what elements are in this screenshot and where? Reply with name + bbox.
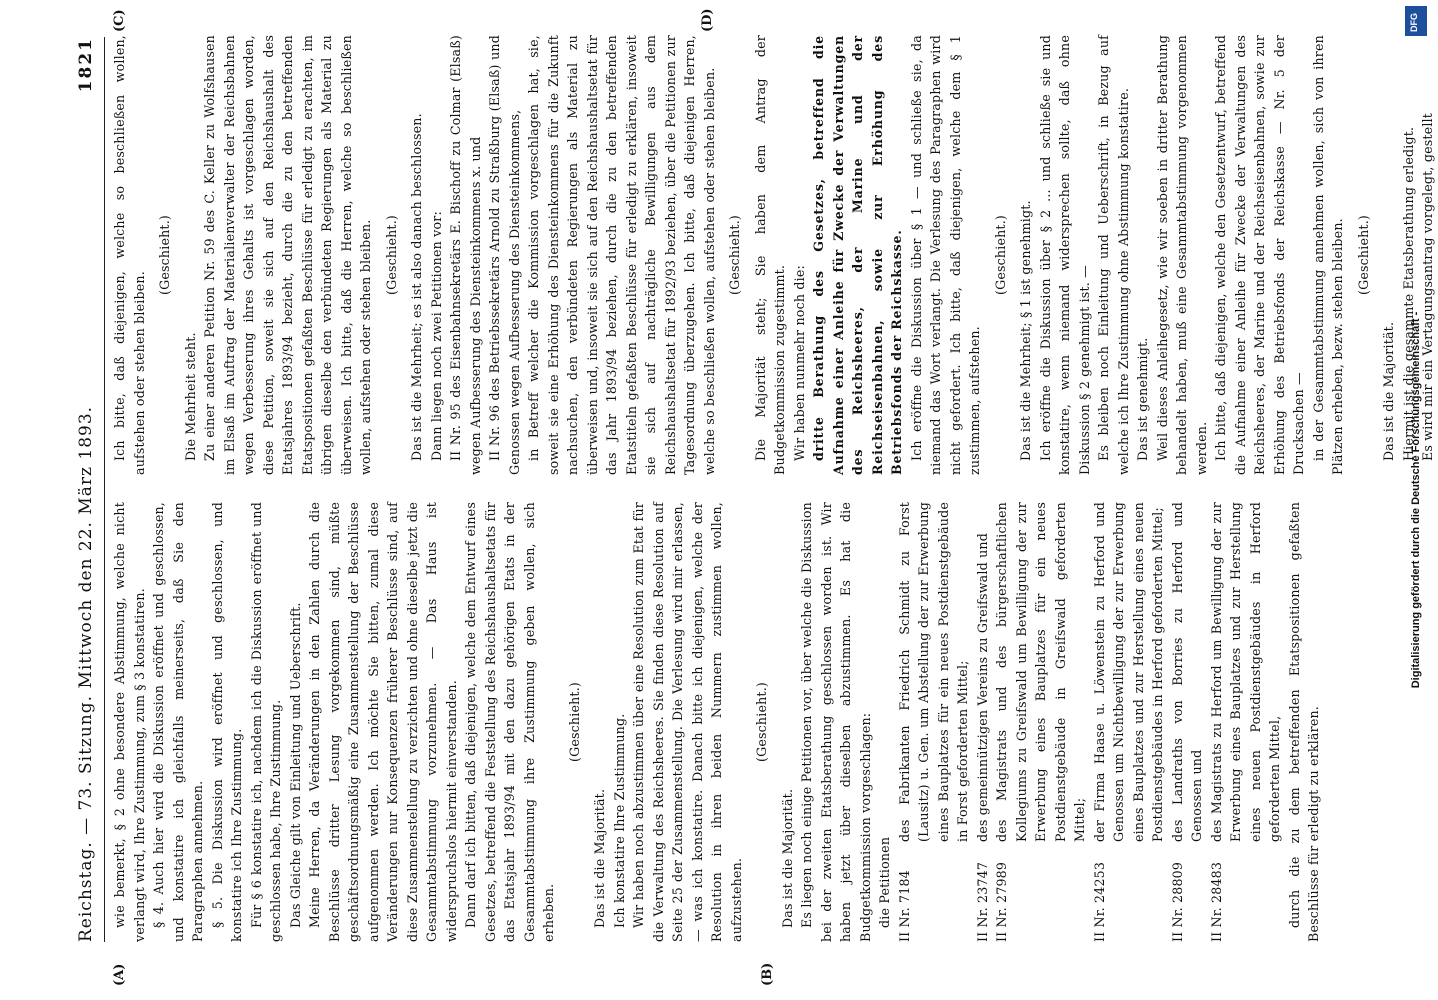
paragraph: Wir haben nunmehr noch die:	[791, 265, 807, 461]
paragraph: § 5. Die Diskussion wird eröffnet und geschlossen, und konstatire ich Ihre Zustimmung.	[209, 502, 244, 942]
paragraph: Wir haben noch abzustimmen über eine Resolution zum Etat für die Verwaltung des Reichsheeres. Sie finden diese Resolution auf Seite 25 der Zusammenstellung. Die Verlesung wird mir erlassen, — was ich konstatire. Danach bitte ich diejenigen, welche der Resolution in ihren beiden Nummern zustimmen wollen, aufzustehen.	[631, 502, 744, 942]
paragraph: Ich bitte, daß diejenigen, welche den Gesetzentwurf, betreffend die Aufnahme einer Anleihe für Zwecke der Verwaltungen des Reichsheeres, der Marine und der Reichseisenbahnen, sowie zur Erhöhung des Betriebsfonds der Reichskasse — Nr. 5 der Drucksachen —	[1213, 35, 1306, 475]
paragraph: (Geschieht.)	[754, 681, 769, 763]
paragraph: Die Mehrheit steht.	[182, 332, 198, 461]
paragraph: Ich konstatire Ihre Zustimmung.	[611, 713, 627, 928]
paragraph	[1168, 502, 1207, 942]
page-header	[70, 37, 105, 942]
page-number: 1821	[76, 37, 96, 93]
sidebar-credit-text: Digitalisierung gefördert durch die Deutsche Forschungsgemeinschaft -	[1410, 311, 1422, 689]
paragraph: Dann liegen noch zwei Petitionen vor:	[428, 211, 444, 461]
petition-number: II Nr. 24253	[1091, 861, 1107, 942]
paragraph: in Betreff welcher die Kommission vorgeschlagen hat, sie, soweit sie eine Erhöhung des Diensteinkommens für die Zukunft nachsuchen, den verbündeten Regierungen als Material zu überweisen und, insoweit sie sich auf den Reichshaushaltsetat für das Jahr 1893/94 beziehen, durch die zu den betreffenden Etatstiteln gefaßten Beschlüsse für erledigt zu erklären, insoweit sie sich auf nachträgliche Bewilligungen aus dem Reichshaushaltsetat für 1892/93 beziehen, über die Petitionen zur Tagesordnung überzugehen. Ich bitte, daß diejenigen Herren, welche so beschließen wollen, aufstehen oder stehen bleiben.	[526, 35, 717, 475]
margin-mark-b: (B)	[760, 962, 775, 986]
petition-text: des Magistrats und des bürgerschaftlichen Kollegiums zu Greifswald um Bewilligung der zur Erwerbung eines Bauplatzes für ein neues Postdienstgebäude in Greifswald geforderten Mittel;	[994, 502, 1087, 842]
petition-number: II Nr. 27989	[994, 861, 1009, 942]
paragraph: Die Majorität steht; Sie haben dem Antrag der Budgetkommission zugestimmt.	[752, 35, 787, 475]
paragraph: Hiermit ist die gesammte Etatsberathung erledigt.	[1400, 126, 1416, 461]
paragraph: (Geschieht.)	[992, 214, 1008, 296]
petition-text: des gemeinnützigen Vereins zu Greifswald und	[974, 533, 990, 842]
petition-text: des Landraths von Borries zu Herford und Genossen und	[1169, 502, 1204, 842]
paragraph: Das ist genehmigt.	[1135, 337, 1150, 461]
petition-number: II Nr. 7184	[896, 870, 912, 942]
paragraph: Das ist die Majorität.	[1381, 321, 1396, 461]
petition-text: der Firma Haase u. Löwenstein zu Herford und Genossen um Nichtbewilligung der zur Erwerbung eines Bauplatzes und zur Herstellung eines neuen Postdienstgebäudes in Herford geforderten Mittel;	[1091, 502, 1165, 842]
paragraph: Für § 6 konstatire ich, nachdem ich die Diskussion eröffnet und geschlossen habe, Ihre Zustimmung.	[248, 502, 283, 942]
petition-text: des Magistrats zu Herford um Bewilligung der zur Erwerbung eines Bauplatzes und zur Herstellung eines neuen Postdienstgebäudes in Herford geforderten Mittel,	[1208, 502, 1282, 842]
paragraph: Zu einer anderen Petition Nr. 59 des C. Keller zu Wolfshausen im Elsaß im Auftrag der Materialienverwalter der Reichsbahnen wegen Verbesserung ihres Gehalts ist vorgeschlagen worden, diese Petition, soweit sie sich auf den Reichshaushalt des Etatsjahres 1893/94 bezieht, durch die zu den betreffenden Etatspositionen gefaßten Beschlüsse für erledigt zu erachten, im übrigen dieselbe den verbündeten Regierungen als Material zu überweisen. Ich bitte, daß die Herren, welche so beschließen wollen, aufstehen oder stehen bleiben.	[202, 35, 373, 475]
paragraph: II Nr. 95 des Eisenbahnsekretärs E. Bischoff zu Colmar (Elsaß) wegen Aufbesserung des Diensteinkommens x. und	[448, 35, 483, 475]
paragraph	[1090, 502, 1168, 942]
paragraph: wie bemerkt, § 2 ohne besondere Abstimmung, welche nicht verlangt wird, Ihre Zustimmung, zum § 3 konstatiren.	[112, 502, 147, 942]
paragraph: Das ist die Mehrheit; es ist also danach beschlossen.	[409, 113, 424, 461]
header-title: Reichstag. — 73. Sitzung. Mittwoch den 22. März 1893.	[76, 405, 96, 942]
paragraph: Das ist die Mehrheit; § 1 ist genehmigt.	[1018, 200, 1033, 461]
paragraph: die Petitionen	[877, 836, 892, 928]
petition-number: II Nr. 23747	[974, 861, 990, 942]
paragraph: Das ist die Majorität.	[779, 788, 795, 928]
sidebar-credit	[1405, 40, 1427, 960]
paragraph	[895, 502, 973, 942]
paragraph: Ich eröffne die Diskussion über § 2 ... und schließe sie und konstatire, wenn niemand widersprechen sollte, daß ohne Diskussion § 2 genehmigt ist. —	[1037, 35, 1092, 475]
petition-text: des Fabrikanten Friedrich Schmidt zu Forst (Lausitz) u. Gen. um Abstellung der zur Erwerbung eines Bauplatzes für ein neues Postdienstgebäude in Forst geforderten Mittel;	[896, 502, 970, 842]
paragraph: Es bleiben noch Einleitung und Ueberschrift, in Bezug auf welche ich Ihre Zustimmung ohne Abstimmung konstatire.	[1096, 35, 1131, 475]
paragraph: § 4. Auch hier wird die Diskussion eröffnet und geschlossen, und konstatire ich gleichfalls meinerseits, daß Sie den Paragraphen annehmen.	[151, 502, 205, 942]
dfg-logo	[1405, 6, 1427, 36]
margin-mark-d: (D)	[700, 8, 715, 32]
paragraph: in der Gesammtabstimmung annehmen wollen, sich von ihren Plätzen erheben, bezw. stehen bleiben.	[1310, 35, 1345, 475]
paragraph	[973, 502, 993, 942]
margin-mark-c: (C)	[112, 9, 127, 32]
paragraph: Meine Herren, da Veränderungen in den Zahlen durch die Beschlüsse dritter Lesung vorgekommen sind, müßte geschäftsordnungsmäßig eine Zusammenstellung der Beschlüsse aufgenommen werden. Ich möchte Sie bitten, zumal diese Veränderungen nur Konsequenzen früherer Beschlüsse sind, auf diese Zusammenstellung zu verzichten und ohne dieselbe jetzt die Gesammtabstimmung vorzunehmen. — Das Haus ist widerspruchslos hiermit einverstanden.	[307, 502, 459, 942]
dfg-logo-text: DFG	[1409, 13, 1419, 32]
paragraph: Es liegen noch einige Petitionen vor, über welche die Diskussion bei der zweiten Etatsberathung geschlossen worden ist. Wir haben jetzt über dieselben abzustimmen. Es hat die Budgetkommission vorgeschlagen:	[799, 502, 873, 942]
petition-number: II Nr. 28809	[1169, 861, 1185, 942]
paragraph: (Geschieht.)	[727, 214, 742, 296]
right-column	[110, 35, 1435, 475]
paragraph: Dann darf ich bitten, daß diejenigen, welche dem Entwurf eines Gesetzes, betreffend die Feststellung des Reichshaushaltsetats für das Etatsjahr 1893/94 mit den dazu gehörigen Etats in der Gesammtabstimmung ihre Zustimmung geben wollen, sich erheben.	[463, 502, 556, 942]
paragraph: II Nr. 96 des Betriebssekretärs Arnold zu Straßburg (Elsaß) und Genossen wegen Aufbesserung des Diensteinkommens,	[487, 35, 522, 475]
left-column	[110, 502, 1400, 942]
paragraph: (Geschieht.)	[1355, 214, 1371, 296]
paragraph: Ich eröffne die Diskussion über § 1 — und schließe sie, da niemand das Wort verlangt. Die Verlesung des Paragraphen wird nicht gefordert. Ich bitte, daß diejenigen, welche dem § 1 zustimmen, aufstehen.	[908, 35, 982, 475]
paragraph: Es wird mir ein Vertagungsantrag vorgelegt, gestellt	[1420, 112, 1435, 461]
paragraph: Weil dieses Anleihegesetz, wie wir soeben in dritter Berathung behandelt haben, muß eine Gesammtabstimmung vorgenommen werden.	[1154, 35, 1209, 475]
paragraph: Das Gleiche gilt von Einleitung und Ueberschrift.	[287, 602, 303, 928]
paragraph: dritte Berathung des Gesetzes, betreffend die Aufnahme einer Anleihe für Zwecke der Verwaltungen des Reichsheeres, der Marine und der Reichseisenbahnen, sowie zur Erhöhung des Betriebsfonds der Reichskasse.	[811, 35, 904, 475]
paragraph	[1207, 502, 1285, 942]
paragraph: (Geschieht.)	[157, 214, 172, 296]
paragraph: (Geschieht.)	[383, 214, 399, 296]
petition-number: II Nr. 28483	[1208, 861, 1224, 942]
margin-mark-a: (A)	[112, 963, 127, 986]
paragraph: durch die zu dem betreffenden Etatspositionen gefaßten Beschlüsse für erledigt zu erklären.	[1286, 502, 1321, 942]
paragraph: Ich bitte, daß diejenigen, welche so beschließen wollen, aufstehen oder stehen bleiben.	[112, 35, 147, 475]
paragraph: (Geschieht.)	[566, 681, 582, 763]
paragraph	[992, 502, 1090, 942]
paragraph: Das ist die Majorität.	[592, 788, 607, 928]
